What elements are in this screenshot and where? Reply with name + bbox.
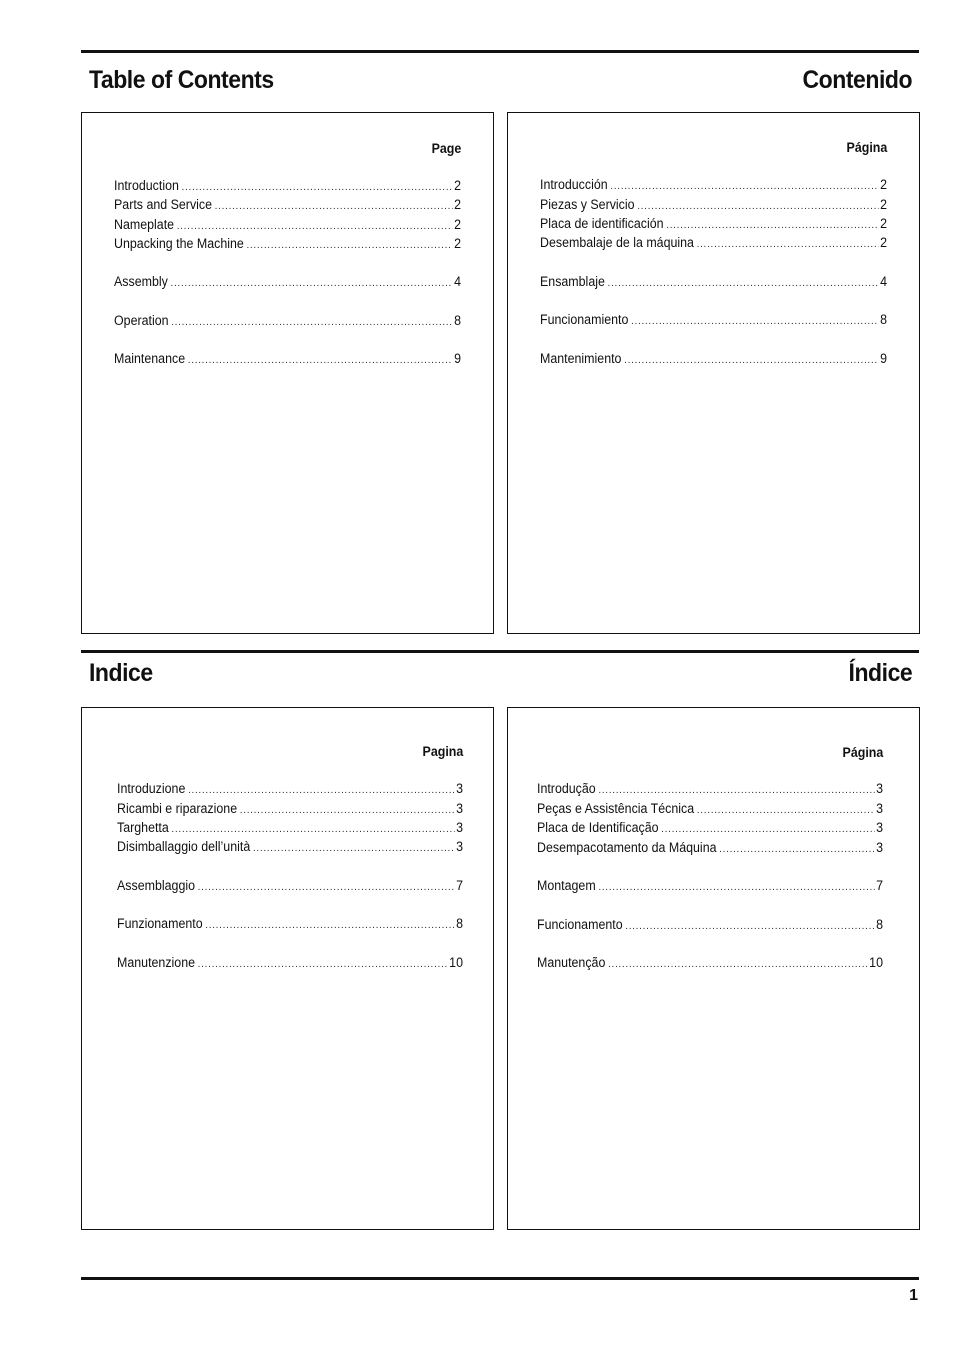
- toc-entry-title: Funcionamiento: [540, 312, 629, 327]
- toc-entry-page: 3: [876, 820, 884, 835]
- toc-entry: [540, 177, 887, 195]
- spanish-toc-box: [507, 112, 920, 634]
- toc-entry-title: Desembalaje de la máquina: [540, 235, 694, 250]
- toc-entry: [117, 955, 463, 973]
- toc-entry-title: Funzionamento: [117, 916, 203, 931]
- toc-entry-title: Operation: [114, 313, 169, 328]
- toc-entry: [537, 801, 883, 819]
- toc-entry: [537, 955, 883, 973]
- toc-entry-page: 9: [880, 351, 888, 366]
- toc-entry: [117, 839, 463, 857]
- toc-entry: [114, 313, 461, 331]
- toc-entry-title: Introduzione: [117, 781, 186, 796]
- toc-entry-title: Desempacotamento da Máquina: [537, 840, 717, 855]
- toc-entry: [540, 351, 887, 369]
- toc-entry-title: Disimballaggio dell’unità: [117, 839, 251, 854]
- toc-leader-dots: [624, 355, 878, 366]
- toc-leader-dots: [198, 882, 454, 893]
- toc-entry-title: Assemblaggio: [117, 878, 196, 893]
- toc-entry-page: 3: [876, 840, 884, 855]
- toc-entry-page: 3: [456, 801, 464, 816]
- toc-entry-page: 3: [456, 839, 464, 854]
- toc-leader-dots: [182, 182, 453, 193]
- toc-entry-page: 7: [456, 878, 464, 893]
- toc-entry-title: Placa de identificación: [540, 216, 664, 231]
- italian-toc-box: [81, 707, 494, 1230]
- toc-entry-page: 8: [456, 916, 464, 931]
- toc-leader-dots: [171, 278, 453, 289]
- toc-entry-page: 2: [880, 235, 888, 250]
- toc-entry-page: 2: [880, 197, 888, 212]
- english-toc-box: [81, 112, 494, 634]
- toc-entry-page: 3: [456, 781, 464, 796]
- toc-leader-dots: [625, 921, 874, 932]
- toc-leader-dots: [608, 278, 879, 289]
- toc-entry: [117, 878, 463, 896]
- toc-entry-title: Unpacking the Machine: [114, 236, 244, 251]
- toc-entry-page: 8: [876, 917, 884, 932]
- toc-entry: [540, 197, 887, 215]
- toc-leader-dots: [171, 317, 452, 328]
- toc-entry-title: Parts and Service: [114, 197, 213, 212]
- toc-entry-page: 8: [880, 312, 888, 327]
- toc-leader-dots: [253, 843, 454, 854]
- toc-entry-title: Piezas y Servicio: [540, 197, 635, 212]
- toc-leader-dots: [697, 805, 874, 816]
- middle-rule: [81, 650, 919, 653]
- portuguese-heading: Índice: [848, 659, 912, 687]
- toc-entry-page: 3: [876, 781, 884, 796]
- toc-entry-title: Funcionamento: [537, 917, 623, 932]
- toc-entry-page: 2: [880, 216, 888, 231]
- spanish-page-label: Página: [846, 140, 887, 155]
- english-page-label: Page: [431, 141, 461, 156]
- toc-entry-title: Introduction: [114, 178, 179, 193]
- toc-entry-page: 2: [454, 197, 462, 212]
- toc-entry-title: Ensamblaje: [540, 274, 605, 289]
- toc-entry-page: 2: [454, 236, 462, 251]
- toc-leader-dots: [719, 844, 874, 855]
- spanish-heading: Contenido: [802, 66, 912, 94]
- toc-entry: [114, 178, 461, 196]
- toc-entry-page: 8: [454, 313, 462, 328]
- bottom-rule: [81, 1277, 919, 1280]
- toc-entry: [537, 820, 883, 838]
- toc-entry-title: Introdução: [537, 781, 596, 796]
- toc-entry-page: 2: [454, 217, 462, 232]
- toc-entry: [117, 916, 463, 934]
- portuguese-page-label: Página: [842, 745, 883, 760]
- toc-entry: [537, 840, 883, 858]
- toc-leader-dots: [598, 785, 874, 796]
- toc-entry: [537, 917, 883, 935]
- toc-entry: [117, 781, 463, 799]
- portuguese-toc-box: [507, 707, 920, 1230]
- toc-entry-page: 4: [454, 274, 462, 289]
- italian-page-label: Pagina: [422, 744, 463, 759]
- toc-leader-dots: [198, 959, 448, 970]
- toc-entry-page: 2: [454, 178, 462, 193]
- toc-entry-title: Manutenzione: [117, 955, 196, 970]
- toc-entry-title: Assembly: [114, 274, 168, 289]
- toc-leader-dots: [188, 355, 452, 366]
- toc-leader-dots: [188, 785, 454, 796]
- toc-entry-title: Manutenção: [537, 955, 606, 970]
- toc-entry: [540, 216, 887, 234]
- toc-leader-dots: [697, 239, 879, 250]
- toc-leader-dots: [172, 824, 455, 835]
- toc-entry: [114, 236, 461, 254]
- toc-entry-page: 7: [876, 878, 884, 893]
- toc-entry-page: 9: [454, 351, 462, 366]
- toc-leader-dots: [631, 316, 878, 327]
- toc-entry: [540, 274, 887, 292]
- toc-entry-title: Ricambi e riparazione: [117, 801, 238, 816]
- toc-entry: [114, 351, 461, 369]
- toc-entry-title: Placa de Identificação: [537, 820, 659, 835]
- toc-entry-title: Maintenance: [114, 351, 186, 366]
- italian-heading: Indice: [89, 659, 153, 687]
- toc-entry: [117, 801, 463, 819]
- toc-entry-title: Peças e Assistência Técnica: [537, 801, 695, 816]
- toc-leader-dots: [610, 181, 878, 192]
- page-number: 1: [909, 1287, 918, 1304]
- toc-entry: [540, 312, 887, 330]
- toc-entry-page: 2: [880, 177, 888, 192]
- toc-entry-title: Targhetta: [117, 820, 169, 835]
- toc-entry-page: 3: [456, 820, 464, 835]
- toc-leader-dots: [666, 220, 878, 231]
- toc-leader-dots: [247, 240, 453, 251]
- toc-leader-dots: [177, 221, 452, 232]
- toc-entry: [537, 878, 883, 896]
- toc-leader-dots: [608, 959, 867, 970]
- toc-entry-title: Montagem: [537, 878, 596, 893]
- toc-entry: [114, 274, 461, 292]
- toc-entry: [114, 197, 461, 215]
- toc-entry-title: Introducción: [540, 177, 608, 192]
- toc-entry: [537, 781, 883, 799]
- toc-entry-title: Mantenimiento: [540, 351, 622, 366]
- toc-leader-dots: [661, 824, 874, 835]
- top-rule: [81, 50, 919, 53]
- toc-leader-dots: [215, 201, 452, 212]
- toc-leader-dots: [240, 805, 454, 816]
- toc-entry-page: 3: [876, 801, 884, 816]
- toc-entry-title: Nameplate: [114, 217, 175, 232]
- toc-entry: [117, 820, 463, 838]
- toc-leader-dots: [598, 882, 874, 893]
- toc-entry-page: 4: [880, 274, 888, 289]
- toc-leader-dots: [205, 920, 454, 931]
- toc-entry-page: 10: [869, 955, 884, 970]
- toc-entry: [540, 235, 887, 253]
- english-heading: Table of Contents: [89, 66, 274, 94]
- toc-leader-dots: [637, 201, 878, 212]
- toc-entry-page: 10: [449, 955, 464, 970]
- toc-entry: [114, 217, 461, 235]
